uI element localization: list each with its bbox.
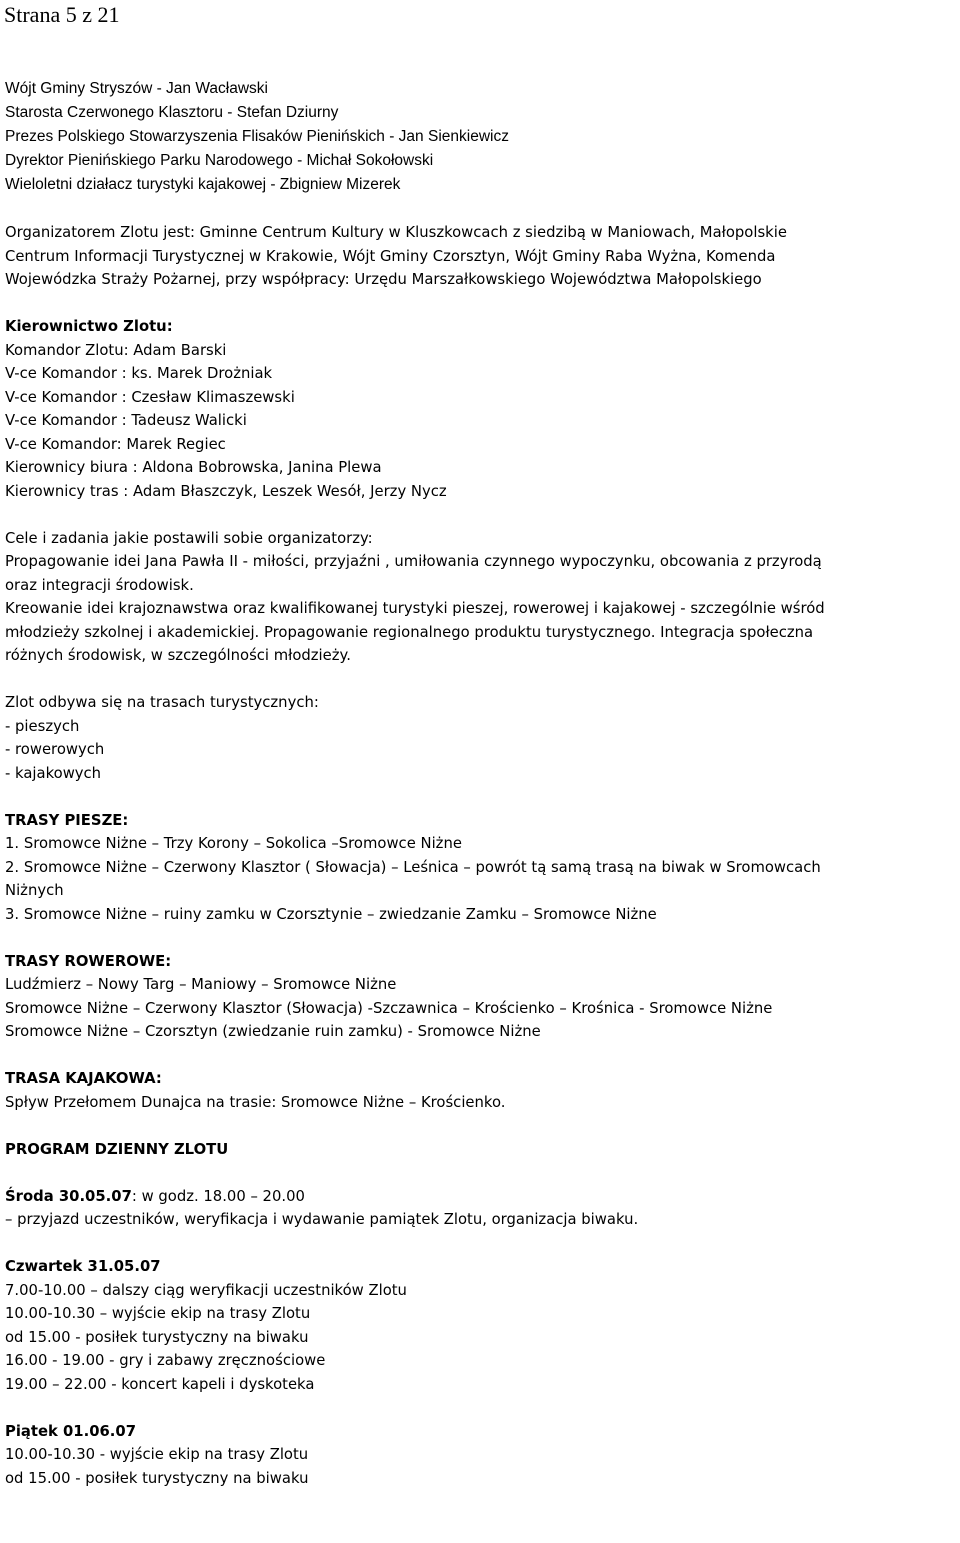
organizer-line: Centrum Informacji Turystycznej w Krakowie, Wójt Gminy Czorsztyn, Wójt Gminy Raba Wyżna, Komenda xyxy=(5,247,776,265)
kayak-heading: TRASA KAJAKOWA: xyxy=(5,1070,162,1087)
day-label-suffix: : w godz. 18.00 – 20.00 xyxy=(131,1187,305,1205)
routes-intro-line: - rowerowych xyxy=(5,741,105,758)
leadership-heading: Kierownictwo Zlotu: xyxy=(5,318,173,335)
organizer-line: Wojewódzka Straży Pożarnej, przy współpracy: Urzędu Marszałkowskiego Województwa Małopolskiego xyxy=(5,271,762,288)
official-line: Starosta Czerwonego Klasztoru - Stefan Dziurny xyxy=(5,104,339,121)
leadership-item: Komandor Zlotu: Adam Barski xyxy=(5,341,227,359)
goals-line: Propagowanie idei Jana Pawła II - miłości, przyjaźni , umiłowania czynnego wypoczynku, obcowania z przyrodą xyxy=(5,553,822,570)
cycling-heading: TRASY ROWEROWE: xyxy=(5,952,172,970)
official-line: Prezes Polskiego Stowarzyszenia Flisaków Pienińskich - Jan Sienkiewicz xyxy=(5,128,509,145)
leadership-item: V-ce Komandor : ks. Marek Drożniak xyxy=(5,365,273,382)
program-entry: 7.00-10.00 – dalszy ciąg weryfikacji uczestników Zlotu xyxy=(5,1281,407,1299)
goals-line: młodzieży szkolnej i akademickiej. Propagowanie regionalnego produktu turystycznego. Integracja społeczna xyxy=(5,623,814,641)
routes-intro-line: - kajakowych xyxy=(5,764,102,782)
program-entry: – przyjazd uczestników, weryfikacja i wydawanie pamiątek Zlotu, organizacja biwaku. xyxy=(5,1211,639,1228)
official-line: Wieloletni działacz turystyki kajakowej - Zbigniew Mizerek xyxy=(5,176,401,193)
day-label: Piątek 01.06.07 xyxy=(5,1422,137,1440)
hiking-heading: TRASY PIESZE: xyxy=(5,811,129,829)
leadership-item: Kierownicy tras : Adam Błaszczyk, Leszek Wesół, Jerzy Nycz xyxy=(5,482,447,500)
cycling-route: Sromowce Niżne – Czerwony Klasztor (Słowacja) -Szczawnica – Krościenko – Krośnica - Sromowce Niżne xyxy=(5,999,773,1017)
page-number-label: Strana 5 z 21 xyxy=(4,2,120,27)
kayak-route: Spływ Przełomem Dunajca na trasie: Sromowce Niżne – Krościenko. xyxy=(5,1093,506,1111)
program-heading: PROGRAM DZIENNY ZLOTU xyxy=(5,1140,229,1158)
program-day-title xyxy=(5,1185,960,1209)
leadership-item: V-ce Komandor : Tadeusz Walicki xyxy=(5,412,247,429)
goals-section xyxy=(5,527,960,668)
hiking-route: Niżnych xyxy=(5,882,64,899)
cycling-route: Sromowce Niżne – Czorsztyn (zwiedzanie ruin zamku) - Sromowce Niżne xyxy=(5,1023,541,1040)
program-day-title xyxy=(5,1255,960,1279)
program-section xyxy=(5,1138,960,1491)
goals-line: oraz integracji środowisk. xyxy=(5,576,194,594)
hiking-route: 1. Sromowce Niżne – Trzy Korony – Sokolica –Sromowce Niżne xyxy=(5,835,462,852)
goals-line: Cele i zadania jakie postawili sobie organizatorzy: xyxy=(5,529,373,547)
goals-line: różnych środowisk, w szczególności młodzieży. xyxy=(5,647,351,664)
leadership-section xyxy=(5,315,960,503)
program-day xyxy=(5,1420,960,1491)
day-label: Środa 30.05.07 xyxy=(5,1187,132,1205)
routes-intro-section xyxy=(5,691,960,785)
document-body xyxy=(5,221,960,1490)
program-entry: od 15.00 - posiłek turystyczny na biwaku xyxy=(5,1328,309,1346)
official-line: Wójt Gminy Stryszów - Jan Wacławski xyxy=(5,80,268,97)
leadership-item: V-ce Komandor: Marek Regiec xyxy=(5,435,226,453)
day-label: Czwartek 31.05.07 xyxy=(5,1258,161,1275)
program-day xyxy=(5,1255,960,1396)
leadership-item: Kierownicy biura : Aldona Bobrowska, Janina Plewa xyxy=(5,459,382,476)
officials-list xyxy=(5,77,509,197)
cycling-section xyxy=(5,950,960,1044)
leadership-item: V-ce Komandor : Czesław Klimaszewski xyxy=(5,388,295,406)
program-entry: 10.00-10.30 – wyjście ekip na trasy Zlotu xyxy=(5,1305,311,1322)
program-entry: 19.00 – 22.00 - koncert kapeli i dyskoteka xyxy=(5,1375,315,1393)
routes-intro-line: Zlot odbywa się na trasach turystycznych: xyxy=(5,694,319,711)
program-entry: 10.00-10.30 - wyjście ekip na trasy Zlotu xyxy=(5,1446,309,1463)
program-day xyxy=(5,1185,960,1232)
kayak-section xyxy=(5,1067,960,1114)
program-day-title xyxy=(5,1420,960,1444)
routes-intro-line: - pieszych xyxy=(5,717,80,735)
official-line: Dyrektor Pienińskiego Parku Narodowego - Michał Sokołowski xyxy=(5,152,434,169)
organizer-paragraph xyxy=(5,221,960,292)
goals-line: Kreowanie idei krajoznawstwa oraz kwalifikowanej turystyki pieszej, rowerowej i kajakowej - szczególnie wśród xyxy=(5,600,825,617)
hiking-route: 3. Sromowce Niżne – ruiny zamku w Czorsztynie – zwiedzanie Zamku – Sromowce Niżne xyxy=(5,905,657,923)
cycling-route: Ludźmierz – Nowy Targ – Maniowy – Sromowce Niżne xyxy=(5,976,397,993)
hiking-route: 2. Sromowce Niżne – Czerwony Klasztor ( Słowacja) – Leśnica – powrót tą samą trasą na biwak w Sromowcach xyxy=(5,858,821,876)
program-entry: od 15.00 - posiłek turystyczny na biwaku xyxy=(5,1469,309,1487)
organizer-line: Organizatorem Zlotu jest: Gminne Centrum Kultury w Kluszkowcach z siedzibą w Maniowach, Małopolskie xyxy=(5,224,787,241)
hiking-section xyxy=(5,809,960,927)
program-entry: 16.00 - 19.00 - gry i zabawy zręcznościowe xyxy=(5,1352,326,1369)
